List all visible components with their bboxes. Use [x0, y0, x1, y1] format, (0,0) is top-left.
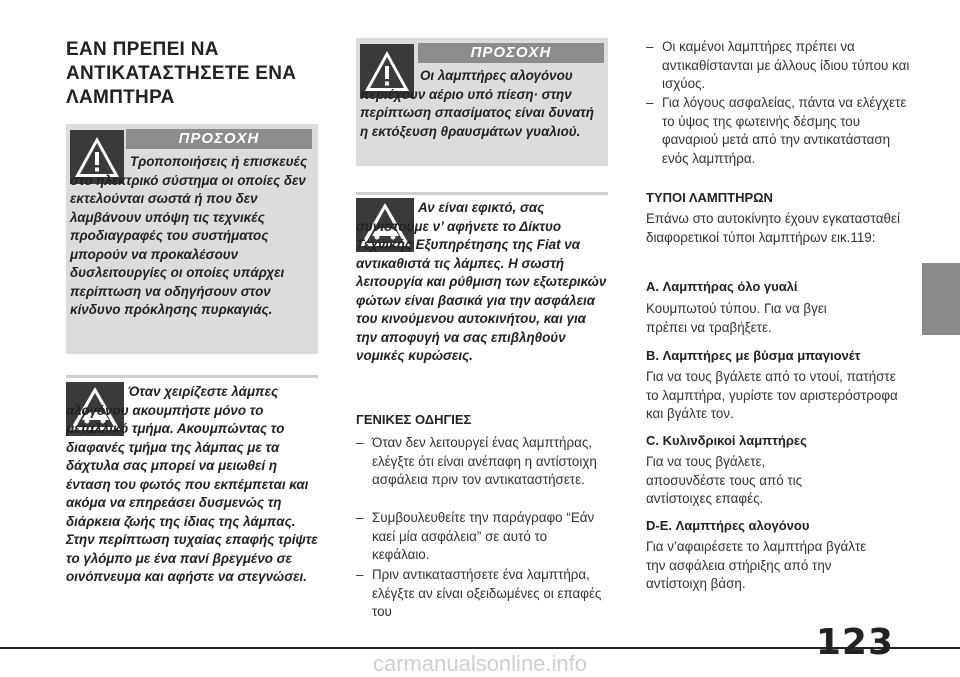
bullet-dash: – — [356, 510, 364, 525]
note-text-1: Όταν χειρίζεστε λάμπες αλογόνου ακουμπήστε μόνο το μεταλλικό τμήμα. Ακουμπώντας το διαφανές τμήμα της λάμπας με τα δάχτυλα σας μπορεί να μειωθεί η ένταση του φωτός που εκπέμπεται και ακόμα να επηρεάσει δυσμενώς τη διάρκεια ζωής της ίδιας της λάμπας. Στην περίπτωση τυχαίας επαφής τρίψτε το γλόμπο με ένα πανί βρεγμένο σε οινόπνευμα και αφήστε να στεγνώσει. — [66, 384, 318, 584]
section-title: ΕΑΝ ΠΡΕΠΕΙ ΝΑ ΑΝΤΙΚΑΤΑΣΤΗΣΕΤΕ ΕΝΑ ΛΑΜΠΤΗΡΑ — [66, 39, 297, 108]
warning-box-2 — [356, 38, 608, 166]
type-a-title: A. Λαμπτήρας όλο γυαλί — [646, 279, 798, 294]
warning-header: ΠΡΟΣΟΧΗ — [418, 43, 604, 63]
general-title: ΓΕΝΙΚΕΣ ΟΔΗΓΙΕΣ — [356, 412, 472, 427]
general-item: Όταν δεν λειτουργεί ένας λαμπτήρας, ελέγξτε ότι είναι ανέπαφη η αντίστοιχη ασφάλεια πριν τον αντικαταστήσετε. — [372, 435, 597, 487]
warning-text-1: Τροποποιήσεις ή επισκευές στο ηλεκτρικό σύστημα οι οποίες δεν εκτελούνται σωστά ή που δεν λαμβάνουν υπόψη τις τεχνικές προδιαγραφές του συστήματος μπορούν να προκαλέσουν δυσλειτουργίες οι οποίες υπάρχει περίπτωση να οδηγήσουν στον κίνδυνο πρόκλησης πυρκαγιάς. — [70, 154, 308, 317]
type-b-text: Για να τους βγάλετε από το ντουί, πατήστε το λαμπτήρα, γυρίστε τον αριστερόστροφα και βγάλτε τον. — [646, 369, 898, 421]
bullet-dash: – — [356, 435, 364, 450]
divider — [356, 192, 608, 195]
note-text-2: Αν είναι εφικτό, σας συνιστούμε ν’ αφήνετε το Δίκτυο Τεχνικής Εξυπηρέτησης της Fiat να αντικαθιστά τις λάμπες. Η σωστή λειτουργία και ρύθμιση των εξωτερικών φώτων είναι βασικά για την ασφάλεια του κινούμενου αυτοκινήτου, και για την αποφυγή να σας επιβληθούν νομικές κυρώσεις. — [356, 200, 607, 363]
bullet-dash: – — [356, 567, 364, 582]
divider — [66, 375, 318, 378]
warning-box-1 — [66, 124, 318, 354]
general-item: Οι καμένοι λαμπτήρες πρέπει να αντικαθίστανται με άλλους ίδιου τύπου και ισχύος. — [662, 39, 910, 91]
type-de-text: Για ν’αφαιρέσετε το λαμπτήρα βγάλτε την ασφάλεια στήριξης από την αντίστοιχη βάση. — [646, 539, 867, 591]
watermark: carmanualsonline.info — [372, 651, 588, 676]
types-intro: Επάνω στο αυτοκίνητο έχουν εγκατασταθεί διαφορετικοί τύποι λαμπτήρων εικ.119: — [646, 211, 900, 245]
bullet-dash: – — [646, 39, 654, 54]
type-de-title: D-E. Λαμπτήρες αλογόνου — [646, 518, 810, 533]
type-c-text: Για να τους βγάλετε, αποσυνδέστε τους από τις αντίστοιχες επαφές. — [646, 454, 803, 506]
type-a-text: Κουμπωτού τύπου. Για να βγει πρέπει να τραβήξετε. — [646, 301, 827, 335]
warning-text-2: Οι λαμπτήρες αλογόνου περιέχουν αέριο υπό πίεση· στην περίπτωση σπασίματος είναι δυνατή η εκτόξευση θραυσμάτων γυαλιού. — [360, 68, 594, 139]
chapter-tab — [922, 263, 960, 335]
types-title: ΤΥΠΟΙ ΛΑΜΠΤΗΡΩΝ — [646, 190, 773, 205]
page-number: 123 — [815, 622, 894, 663]
type-c-title: C. Κυλινδρικοί λαμπτήρες — [646, 433, 807, 448]
bullet-dash: – — [646, 95, 654, 110]
warning-header: ΠΡΟΣΟΧΗ — [126, 129, 312, 149]
type-b-title: B. Λαμπτήρες με βύσμα μπαγιονέτ — [646, 348, 861, 363]
general-item: Πριν αντικαταστήσετε ένα λαμπτήρα, ελέγξτε αν είναι οξειδωμένες οι επαφές του — [372, 567, 602, 619]
general-item: Για λόγους ασφαλείας, πάντα να ελέγχετε το ύψος της φωτεινής δέσμης του φαναριού μετά από την αντικατάσταση ενός λαμπτήρα. — [662, 95, 907, 166]
general-item: Συμβουλευθείτε την παράγραφο “Εάν καεί μία ασφάλεια” σε αυτό το κεφάλαιο. — [372, 510, 595, 562]
